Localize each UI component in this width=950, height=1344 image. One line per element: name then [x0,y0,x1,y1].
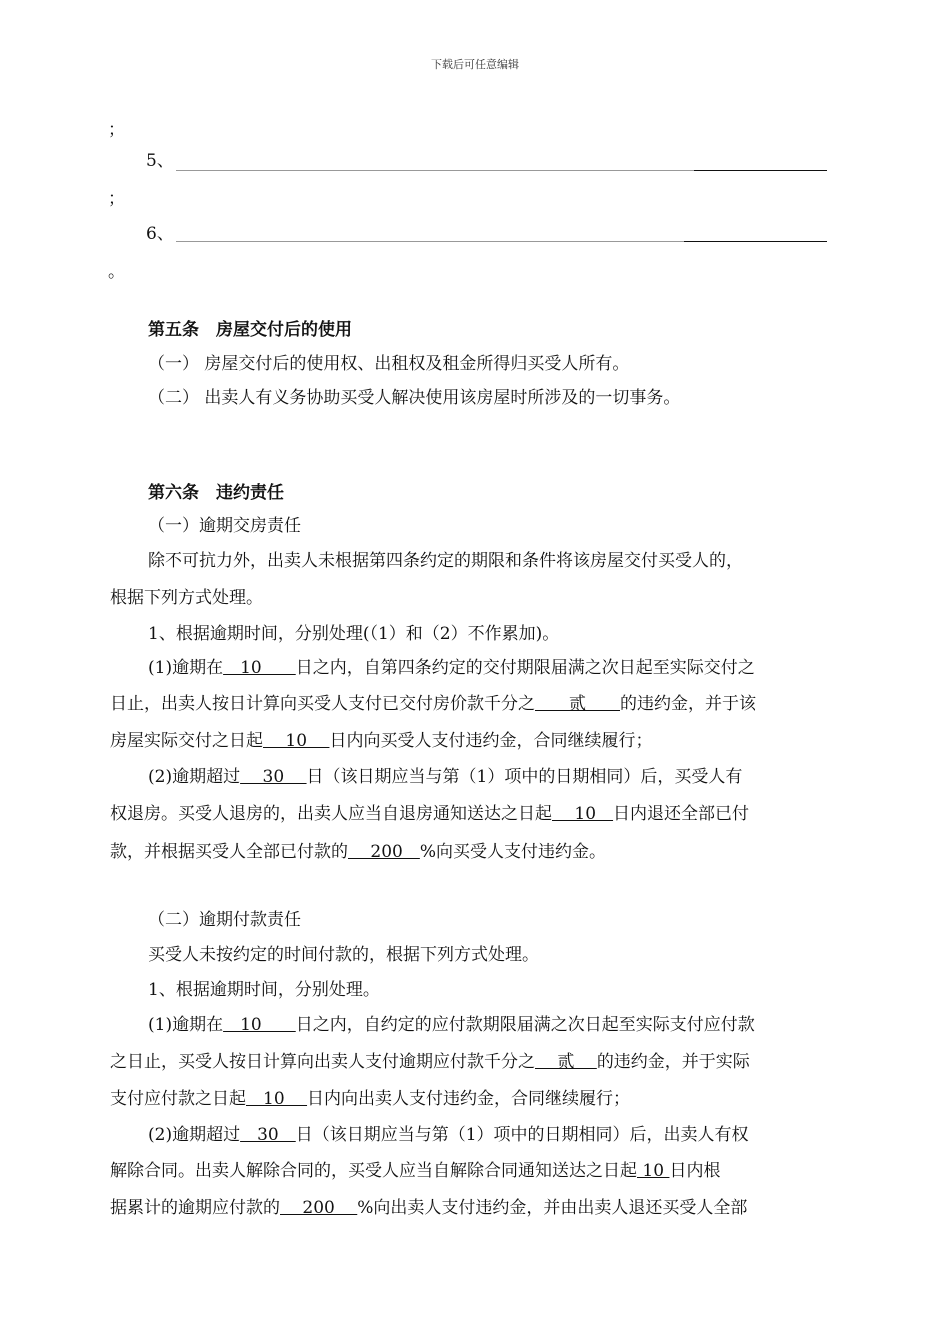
text: 权退房。买受人退房的，出卖人应当自退房通知送达之日起 [110,804,552,824]
late-payment-clause-1-line-1 [148,1015,755,1035]
article-5-clause-2: （二） 出卖人有义务协助买受人解决使用该房屋时所涉及的一切事务。 [148,388,681,408]
rate-value: 贰 [535,1052,597,1072]
text: 日内退还全部已付 [613,804,750,824]
item-6-blank-line-end [684,241,827,242]
percent-value: 200 [348,842,420,862]
text: (1)逾期在 [148,1015,224,1035]
semicolon-2: ； [108,189,125,209]
rate-value: 贰 [535,694,620,714]
text: 日内向买受人支付违约金，合同继续履行； [329,731,653,751]
days-value: 10 [223,1015,296,1035]
days-value: 10 [223,658,296,678]
late-payment-intro: 买受人未按约定的时间付款的，根据下列方式处理。 [148,945,539,965]
text: %向买受人支付违约金。 [419,842,607,862]
days-value: 30 [240,767,307,787]
period: 。 [108,262,125,282]
text: 日之内，自约定的应付款期限届满之次日起至实际支付应付款 [295,1015,755,1035]
days-value: 10 [246,1089,308,1109]
late-delivery-clause-2-line-2 [110,804,749,824]
percent-value: 200 [280,1198,358,1218]
days-value: 10 [263,731,330,751]
text: 之日止，买受人按日计算向出卖人支付逾期应付款千分之 [110,1052,535,1072]
article-6-title: 第六条 违约责任 [148,483,284,503]
text: 日（该日期应当与第（1）项中的日期相同）后，出卖人有权 [295,1125,749,1145]
text: 房屋实际交付之日起 [110,731,263,751]
text: 日止，出卖人按日计算向买受人支付已交付房价款千分之 [110,694,535,714]
late-delivery-clause-1-line-2 [110,694,756,714]
late-payment-clause-2-line-2 [110,1161,720,1181]
text: (1)逾期在 [148,658,224,678]
text: 日内向出卖人支付违约金，合同继续履行； [307,1089,631,1109]
article-5-clause-1: （一） 房屋交付后的使用权、出租权及租金所得归买受人所有。 [148,354,630,374]
item-6-label: 6、 [146,224,174,244]
late-payment-clause-1-line-2 [110,1052,750,1072]
late-payment-clause-2-line-3 [110,1198,747,1218]
days-value: 30 [240,1125,296,1145]
item-5-blank-line-end [694,170,827,171]
late-delivery-rule-1: 1、根据逾期时间，分别处理(（1）和（2）不作累加)。 [148,624,560,644]
semicolon-1: ； [108,120,125,140]
text: 的违约金，并于实际 [596,1052,750,1072]
text: 的违约金，并于该 [620,694,756,714]
text: (2)逾期超过 [148,767,241,787]
article-5-title: 第五条 房屋交付后的使用 [148,320,352,340]
text: 解除合同。出卖人解除合同的，买受人应当自解除合同通知送达之日起 [110,1161,637,1181]
text: 日之内，自第四条约定的交付期限届满之次日起至实际交付之 [295,658,755,678]
late-delivery-intro-1: 除不可抗力外，出卖人未根据第四条约定的期限和条件将该房屋交付买受人的， [148,551,743,571]
text: 款，并根据买受人全部已付款的 [110,842,348,862]
late-delivery-heading: （一）逾期交房责任 [148,516,301,536]
late-payment-heading: （二）逾期付款责任 [148,910,301,930]
item-6-blank-line [176,241,684,242]
late-delivery-clause-1-line-3 [110,731,652,751]
late-delivery-clause-2-line-3 [110,842,606,862]
text: %向出卖人支付违约金，并由出卖人退还买受人全部 [357,1198,748,1218]
days-value: 10 [637,1161,670,1181]
text: 日内根 [669,1161,721,1181]
late-delivery-clause-1-line-1 [148,658,755,678]
late-payment-clause-2-line-1 [148,1125,749,1145]
late-payment-rule-1: 1、根据逾期时间，分别处理。 [148,980,380,1000]
text: 据累计的逾期应付款的 [110,1198,280,1218]
item-5-label: 5、 [146,151,174,171]
text: (2)逾期超过 [148,1125,241,1145]
days-value: 10 [552,804,614,824]
late-delivery-clause-2-line-1 [148,767,742,787]
text: 日（该日期应当与第（1）项中的日期相同）后，买受人有 [306,767,743,787]
text: 支付应付款之日起 [110,1089,246,1109]
page-header: 下载后可任意编辑 [431,58,519,71]
item-5-blank-line [176,170,694,171]
late-delivery-intro-2: 根据下列方式处理。 [110,588,263,608]
late-payment-clause-1-line-3 [110,1089,630,1109]
